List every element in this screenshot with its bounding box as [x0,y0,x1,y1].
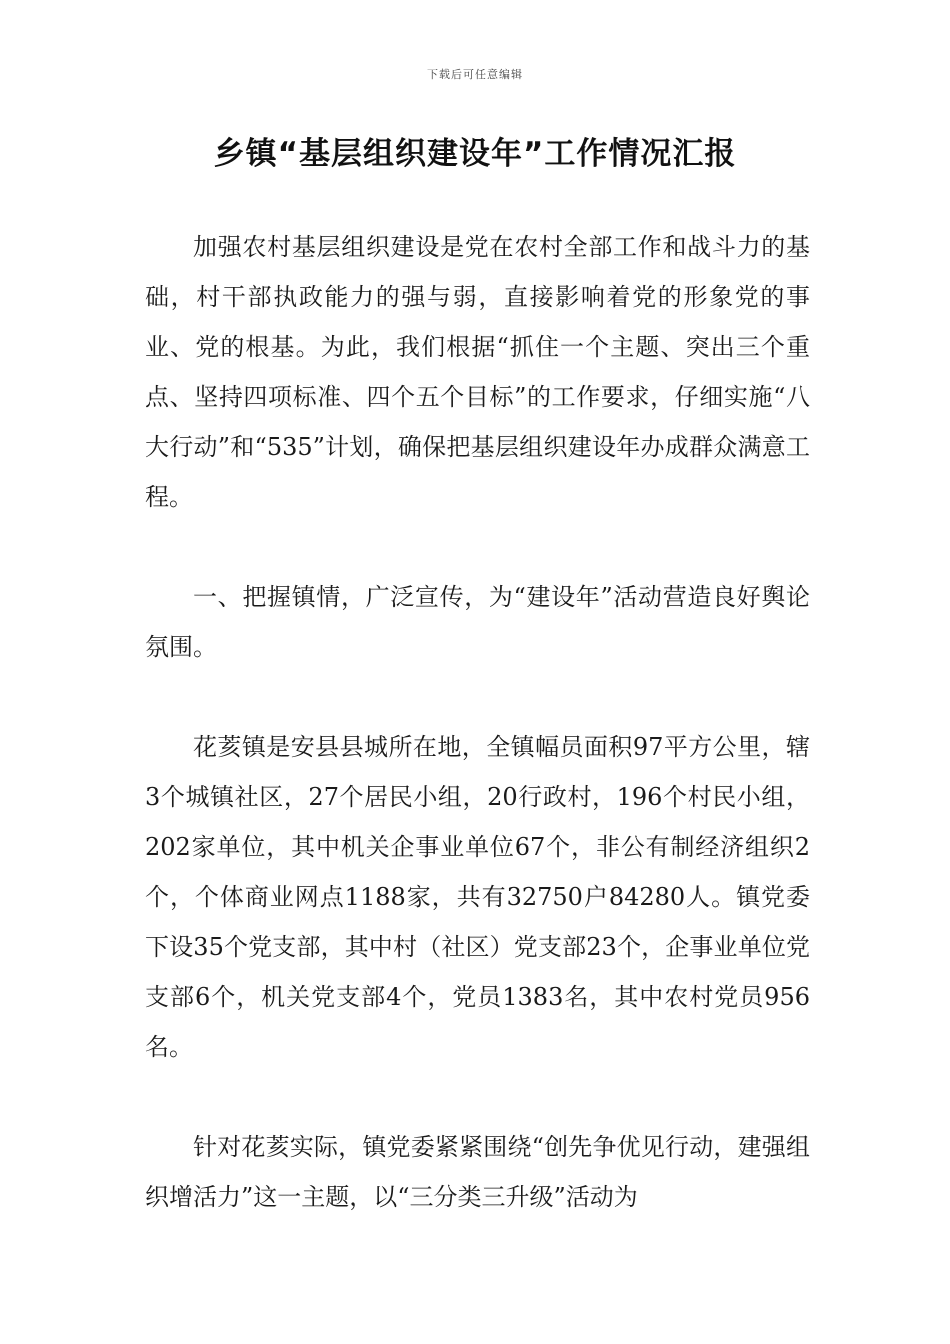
paragraph-section-heading: 一、把握镇情，广泛宣传，为“建设年”活动营造良好舆论氛围。 [145,583,810,661]
document-title: 乡镇“基层组织建设年”工作情况汇报 [213,136,737,172]
header-note: 下载后可任意编辑 [427,68,523,81]
paragraph-party-committee: 针对花荄实际，镇党委紧紧围绕“创先争优见行动，建强组织增活力”这一主题，以“三分类三升级”活动为 [145,1133,810,1211]
paragraph-intro: 加强农村基层组织建设是党在农村全部工作和战斗力的基础，村干部执政能力的强与弱，直接影响着党的形象党的事业、党的根基。为此，我们根据“抓住一个主题、突出三个重点、坚持四项标准、四个五个目标”的工作要求，仔细实施“八大行动”和“535”计划，确保把基层组织建设年办成群众满意工程。 [145,233,810,511]
paragraph-town-overview: 花荄镇是安县县城所在地，全镇幅员面积97平方公里，辖3个城镇社区，27个居民小组，20行政村，196个村民小组，202家单位，其中机关企事业单位67个，非公有制经济组织2个，个体商业网点1188家，共有32750户84280人。镇党委下设35个党支部，其中村（社区）党支部23个，企事业单位党支部6个，机关党支部4个，党员1383名，其中农村党员956名。 [145,733,810,1061]
